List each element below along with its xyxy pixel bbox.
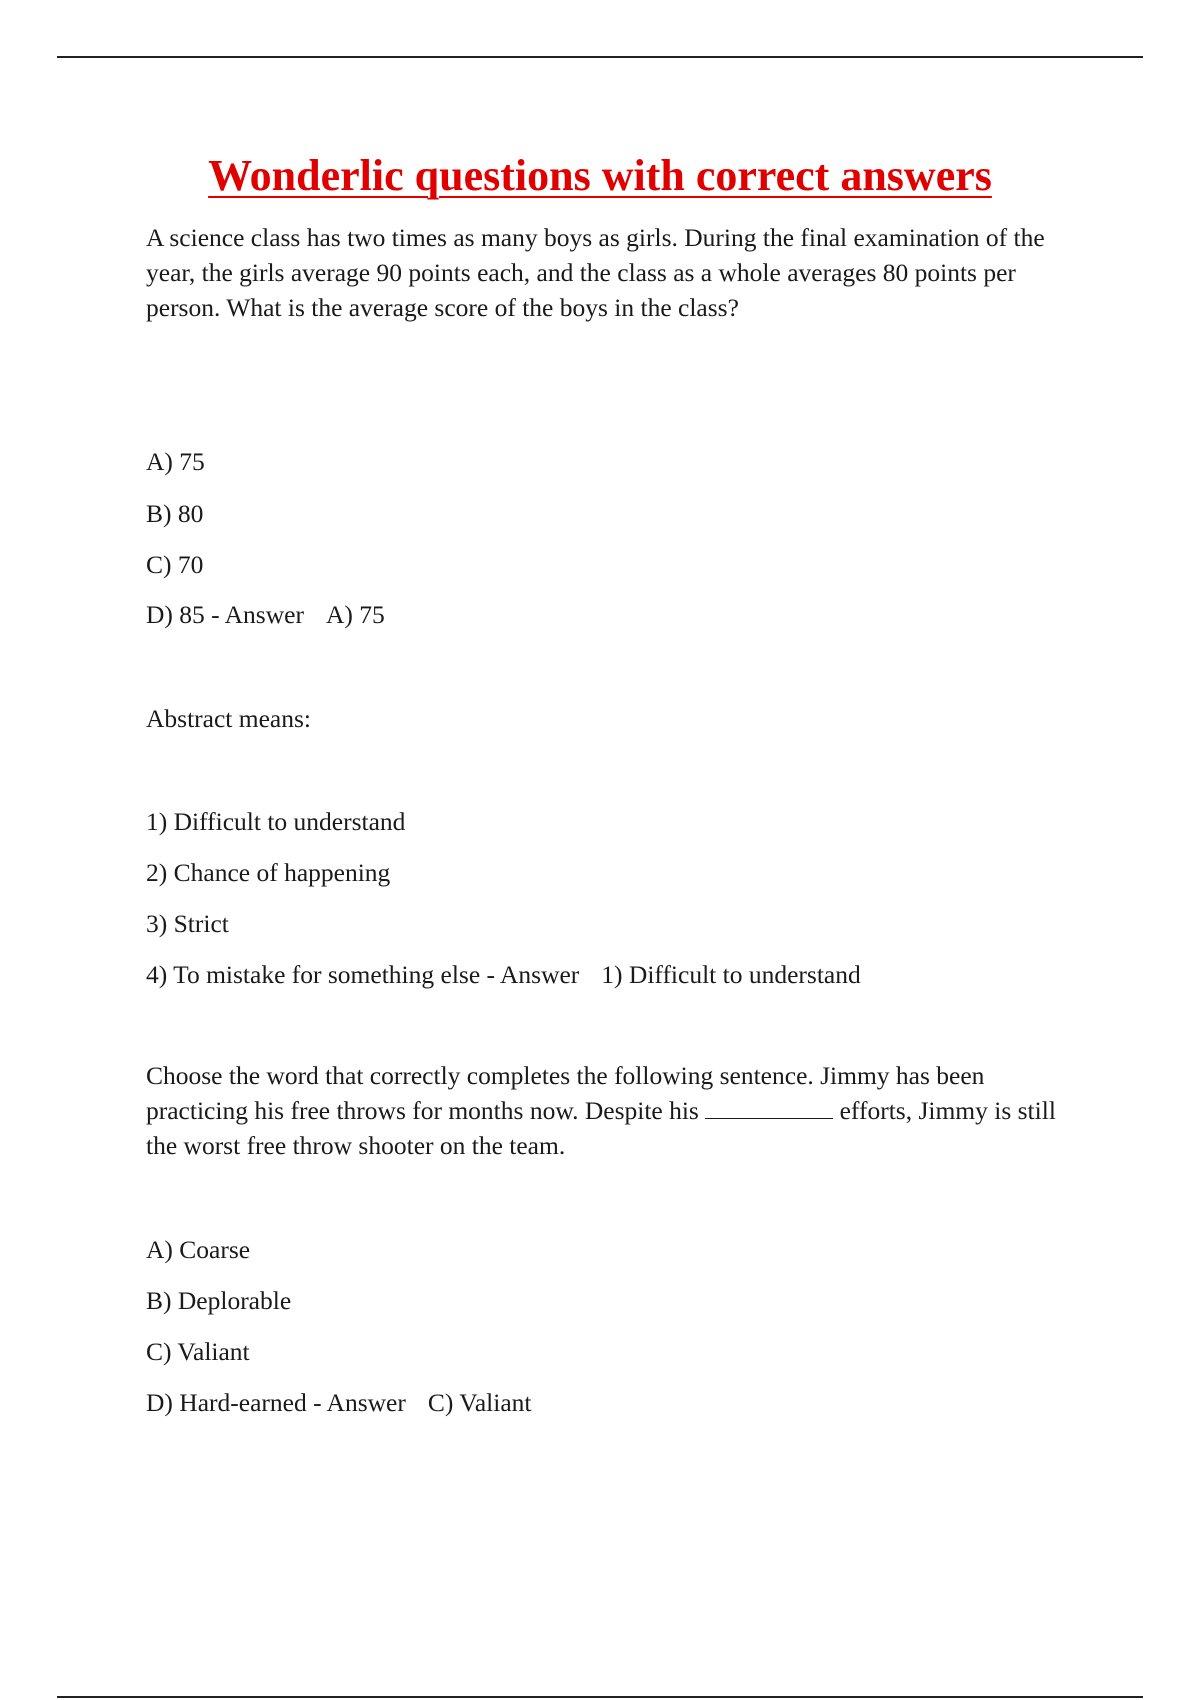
question-2-option-1: 1) Difficult to understand xyxy=(146,807,406,836)
question-2-option-2: 2) Chance of happening xyxy=(146,858,391,887)
question-1-option-d: D) 85 - Answer xyxy=(146,600,304,629)
question-3-option-a: A) Coarse xyxy=(146,1235,251,1264)
question-2-option-4-with-answer xyxy=(146,957,861,992)
question-3 xyxy=(146,1058,1086,1163)
question-3-option-d-with-answer xyxy=(146,1385,532,1420)
question-2-answer: 1) Difficult to understand xyxy=(601,960,861,989)
fill-in-blank xyxy=(705,1096,833,1119)
question-1-option-d-with-answer xyxy=(146,597,385,632)
question-3-answer: C) Valiant xyxy=(427,1388,532,1417)
question-2-prompt: Abstract means: xyxy=(146,704,311,733)
question-1-option-a: A) 75 xyxy=(146,447,205,476)
question-1 xyxy=(146,220,1086,325)
question-3-option-d: D) Hard-earned - Answer xyxy=(146,1388,406,1417)
question-3-option-c: C) Valiant xyxy=(146,1337,250,1366)
question-3-option-b: B) Deplorable xyxy=(146,1286,292,1315)
question-3-prompt xyxy=(146,1058,1086,1163)
question-1-option-c: C) 70 xyxy=(146,550,204,579)
question-2-option-3: 3) Strict xyxy=(146,909,229,938)
top-rule xyxy=(57,56,1143,58)
question-1-answer: A) 75 xyxy=(325,600,385,629)
question-1-prompt: A science class has two times as many boys as girls. During the final examination of the year, the girls average 90 points each, and the class as a whole averages 80 points per person. What is the average score of the boys in the class? xyxy=(146,223,1045,322)
question-3-prompt-before-blank: Choose the word that correctly completes the following sentence. Jimmy has been practicing his free throws for months now. Despite his xyxy=(146,1061,985,1125)
question-3-prompt-after-blank: efforts, Jimmy is still the worst free throw shooter on the team. xyxy=(146,1096,1056,1160)
bottom-rule xyxy=(57,1696,1143,1698)
question-1-option-b: B) 80 xyxy=(146,499,204,528)
document-title: Wonderlic questions with correct answers xyxy=(208,151,992,200)
question-2-option-4: 4) To mistake for something else - Answer xyxy=(146,960,580,989)
